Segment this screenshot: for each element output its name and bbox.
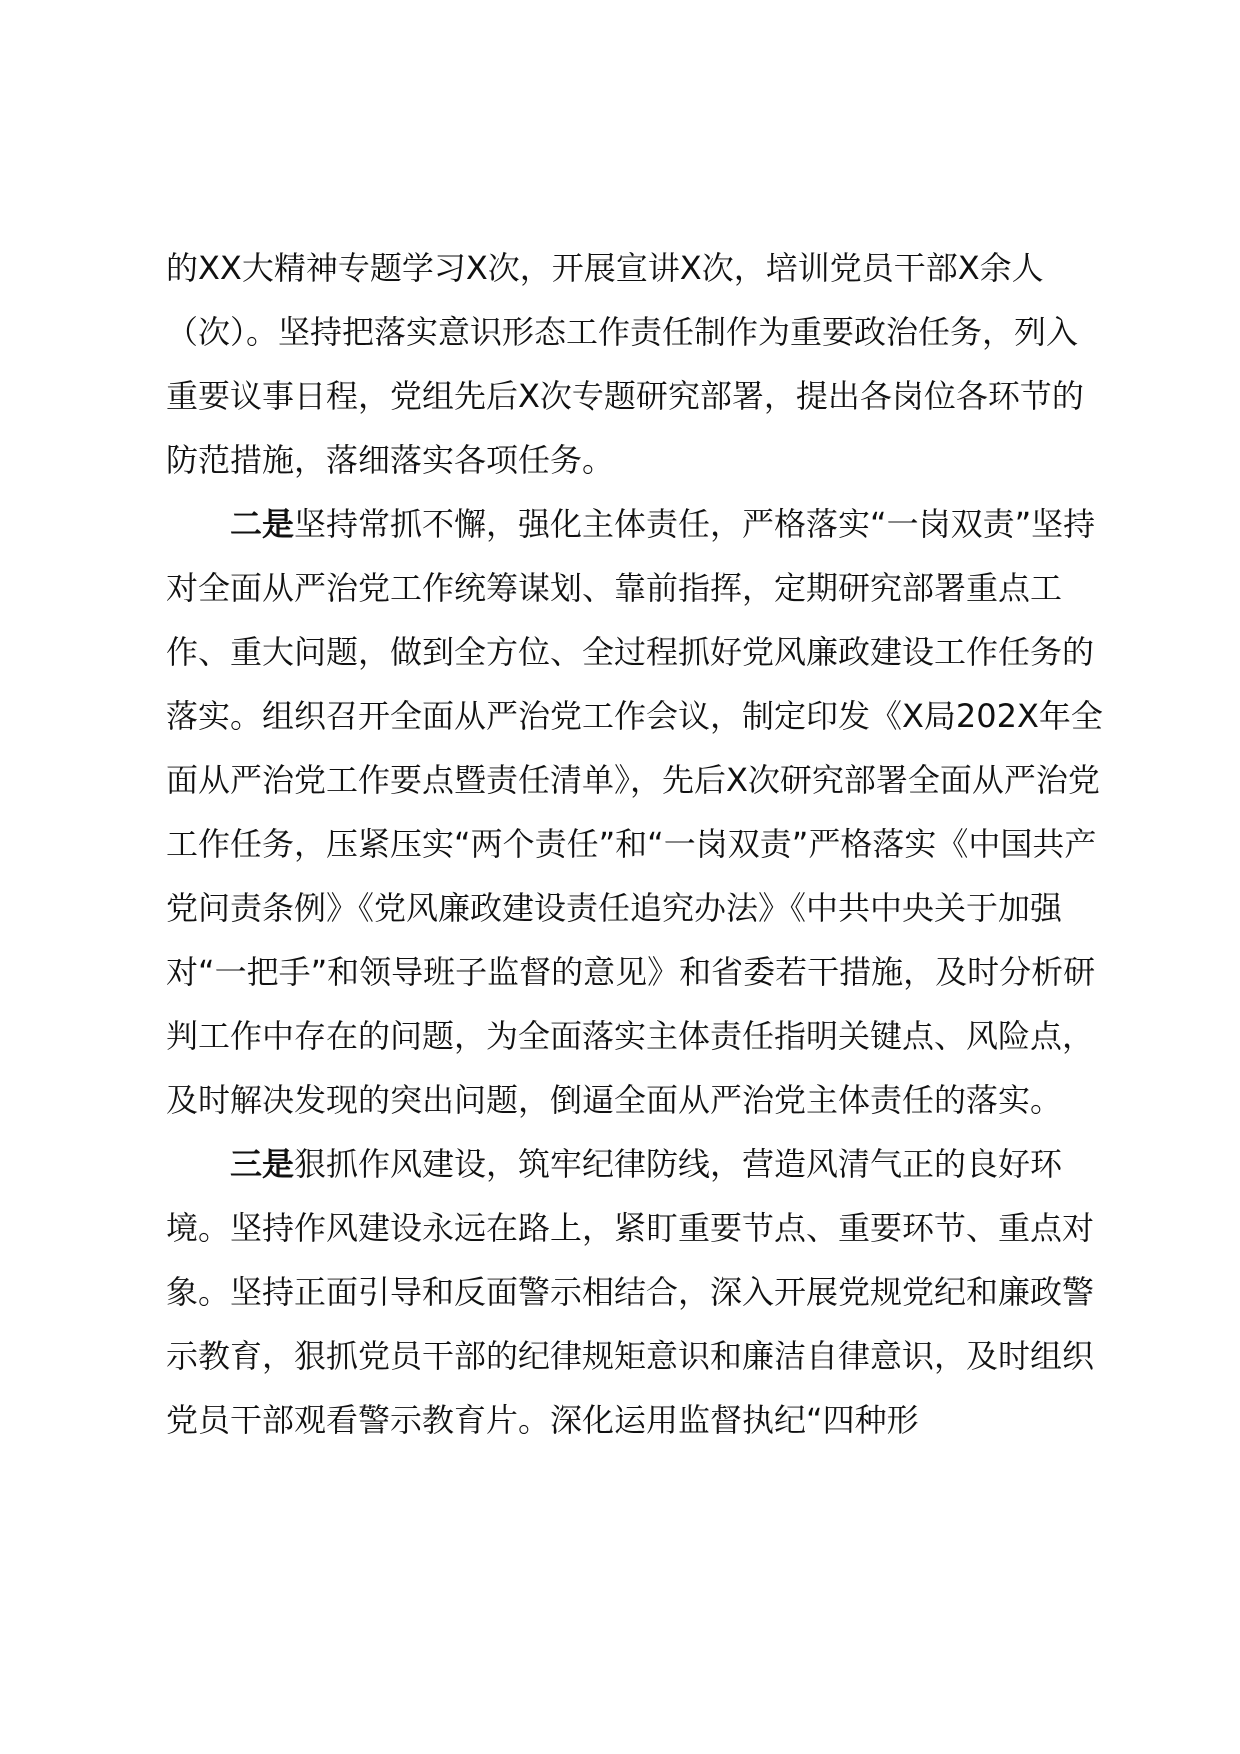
document-body [166,236,1106,1452]
paragraph-2-text: 坚持常抓不懈，强化主体责任，严格落实“一岗双责”坚持对全面从严治党工作统筹谋划、靠前指挥，定期研究部署重点工作、重大问题，做到全方位、全过程抓好党风廉政建设工作任务的落实。组织召开全面从严治党工作会议，制定印发《X局202X年全面从严治党工作要点暨责任清单》，先后X次研究部署全面从严治党工作任务，压紧压实“两个责任”和“一岗双责”严格落实《中国共产党问责条例》《党风廉政建设责任追究办法》《中共中央关于加强对“一把手”和领导班子监督的意见》和省委若干措施，及时分析研判工作中存在的问题，为全面落实主体责任指明关键点、风险点，及时解决发现的突出问题，倒逼全面从严治党主体责任的落实。 [166,505,1103,1119]
paragraph-2-lead: 二是 [230,505,295,543]
paragraph-3-lead: 三是 [230,1145,295,1183]
paragraph-1-text: 的XX大精神专题学习X次，开展宣讲X次，培训党员干部X余人（次）。坚持把落实意识形态工作责任制作为重要政治任务，列入重要议事日程，党组先后X次专题研究部署，提出各岗位各环节的防范措施，落细落实各项任务。 [166,249,1084,479]
paragraph-3 [166,1132,1106,1452]
paragraph-1 [166,236,1106,492]
paragraph-2 [166,492,1106,1132]
paragraph-3-text: 狠抓作风建设，筑牢纪律防线，营造风清气正的良好环境。坚持作风建设永远在路上，紧盯重要节点、重要环节、重点对象。坚持正面引导和反面警示相结合，深入开展党规党纪和廉政警示教育，狠抓党员干部的纪律规矩意识和廉洁自律意识，及时组织党员干部观看警示教育片。深化运用监督执纪“四种形 [166,1145,1095,1439]
